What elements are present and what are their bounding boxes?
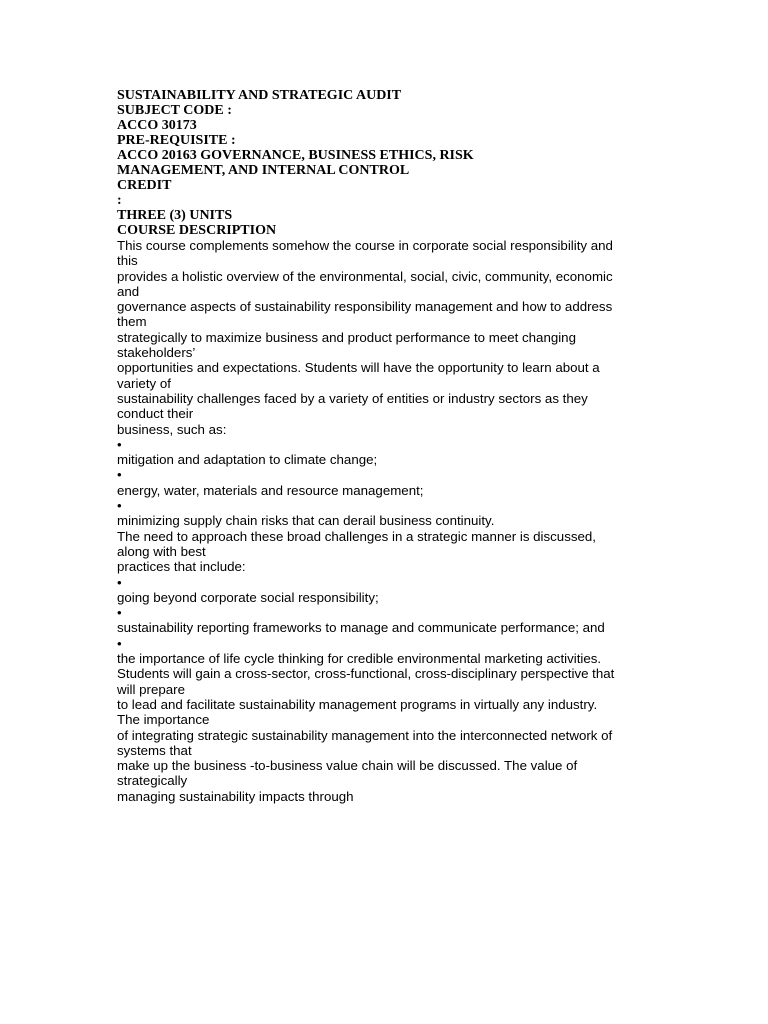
course-description-body bbox=[117, 238, 657, 804]
body-line: systems that bbox=[117, 742, 192, 758]
prerequisite-line-2: MANAGEMENT, AND INTERNAL CONTROL bbox=[117, 163, 410, 178]
prerequisite-label: PRE-REQUISITE : bbox=[117, 133, 236, 148]
bullet-text: minimizing supply chain risks that can derail business continuity. bbox=[117, 513, 495, 529]
course-description-label: COURSE DESCRIPTION bbox=[117, 223, 277, 238]
body-line: to lead and facilitate sustainability management programs in virtually any industry. bbox=[117, 696, 598, 712]
bullet-text: energy, water, materials and resource management; bbox=[117, 482, 424, 498]
bullet-icon: • bbox=[117, 635, 122, 651]
body-line: along with best bbox=[117, 543, 206, 559]
body-line: The need to approach these broad challenges in a strategic manner is discussed, bbox=[117, 528, 596, 544]
body-line: sustainability challenges faced by a variety of entities or industry sectors as they bbox=[117, 390, 588, 406]
credit-label: CREDIT bbox=[117, 178, 172, 193]
body-line: This course complements somehow the course in corporate social responsibility and bbox=[117, 238, 613, 253]
bullet-icon: • bbox=[117, 605, 122, 621]
subject-code: ACCO 30173 bbox=[117, 118, 197, 133]
body-line: governance aspects of sustainability responsibility management and how to address bbox=[117, 299, 613, 315]
body-line: of integrating strategic sustainability management into the interconnected network of bbox=[117, 727, 613, 743]
subject-code-label: SUBJECT CODE : bbox=[117, 103, 232, 118]
document-page bbox=[117, 88, 657, 804]
body-line: managing sustainability impacts through bbox=[117, 788, 354, 804]
body-line: strategically bbox=[117, 773, 188, 789]
body-line: business, such as: bbox=[117, 421, 227, 437]
body-line: opportunities and expectations. Students will have the opportunity to learn about a bbox=[117, 360, 600, 376]
bullet-icon: • bbox=[117, 436, 122, 452]
prerequisite-line-1: ACCO 20163 GOVERNANCE, BUSINESS ETHICS, RISK bbox=[117, 148, 474, 163]
body-line: them bbox=[117, 314, 147, 330]
body-line: and bbox=[117, 283, 140, 299]
body-line: strategically to maximize business and product performance to meet changing bbox=[117, 329, 576, 345]
bullet-icon: • bbox=[117, 574, 122, 590]
body-line: stakeholders’ bbox=[117, 345, 196, 361]
bullet-text: sustainability reporting frameworks to manage and communicate performance; and bbox=[117, 620, 605, 636]
course-title: SUSTAINABILITY AND STRATEGIC AUDIT bbox=[117, 88, 402, 103]
credit-value: THREE (3) UNITS bbox=[117, 208, 233, 223]
body-line: Students will gain a cross-sector, cross-functional, cross-disciplinary perspective that bbox=[117, 666, 615, 682]
bullet-icon: • bbox=[117, 498, 122, 514]
credit-colon: : bbox=[117, 193, 122, 208]
body-line: practices that include: bbox=[117, 559, 246, 575]
bullet-text: mitigation and adaptation to climate change; bbox=[117, 452, 378, 468]
body-line: this bbox=[117, 253, 138, 269]
body-line: provides a holistic overview of the environmental, social, civic, community, economic bbox=[117, 268, 613, 284]
body-line: variety of bbox=[117, 375, 171, 391]
body-line: make up the business -to-business value chain will be discussed. The value of bbox=[117, 758, 578, 774]
body-line: The importance bbox=[117, 712, 210, 728]
body-line: will prepare bbox=[117, 681, 185, 697]
bullet-icon: • bbox=[117, 467, 122, 483]
body-line: conduct their bbox=[117, 406, 194, 422]
bullet-text: going beyond corporate social responsibility; bbox=[117, 589, 379, 605]
bullet-text: the importance of life cycle thinking for credible environmental marketing activities. bbox=[117, 651, 602, 667]
